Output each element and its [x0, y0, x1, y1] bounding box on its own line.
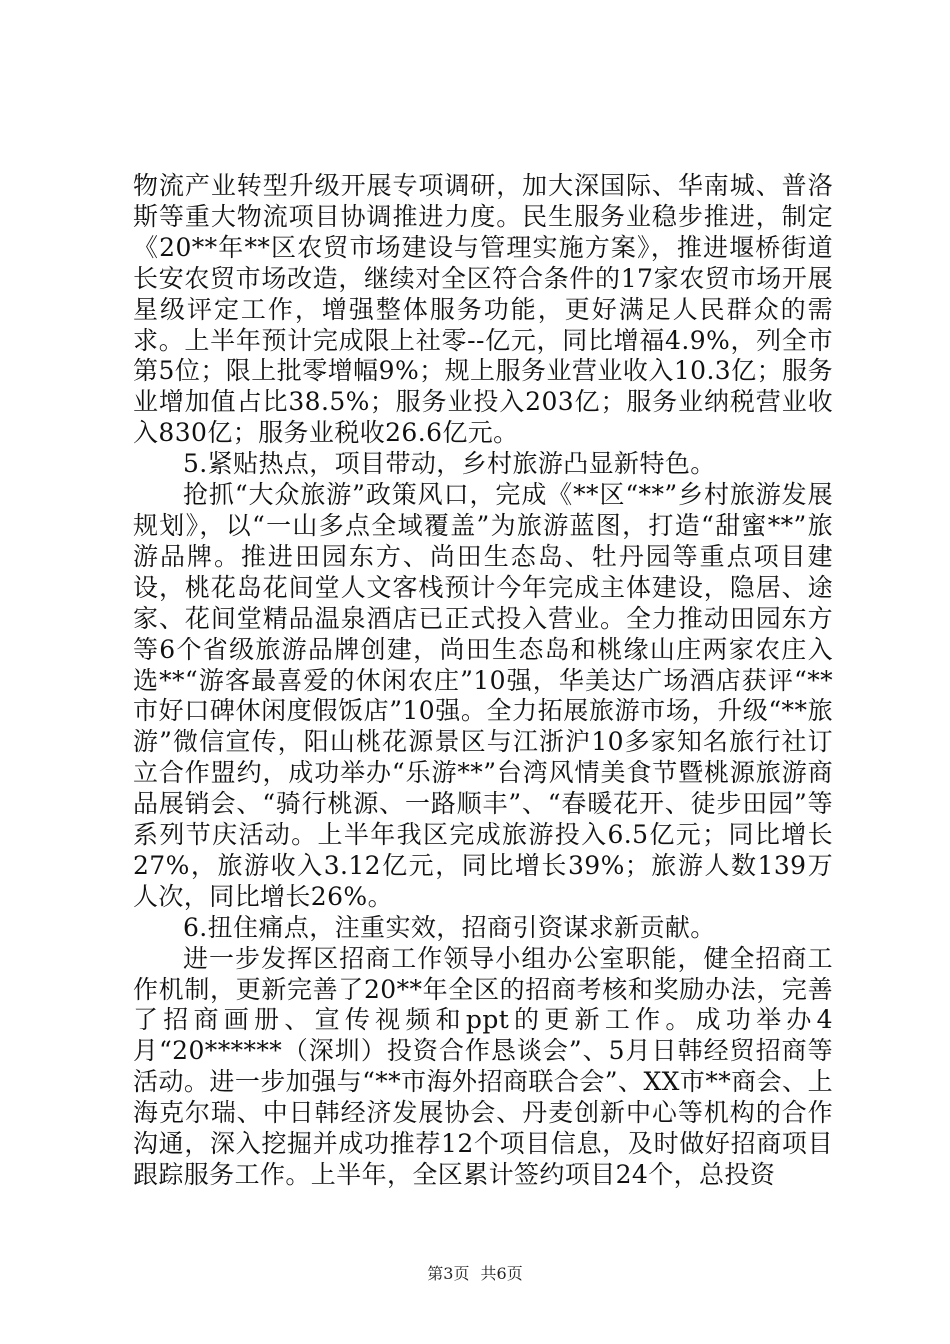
page-total: 共6页: [480, 1264, 523, 1283]
document-body: [133, 171, 833, 1191]
section-heading-rural-tourism: 5.紧贴热点，项目带动，乡村旅游凸显新特色。: [183, 449, 716, 479]
paragraph-rural-tourism: 抢抓“大众旅游”政策风口，完成《**区“**”乡村旅游发展规划》，以“一山多点全域覆盖”为旅游蓝图，打造“甜蜜**”旅游品牌。推进田园东方、尚田生态岛、牡丹园等重点项目建设，桃花岛花间堂人文客栈预计今年完成主体建设，隐居、途家、花间堂精品温泉酒店已正式投入营业。全力推动田园东方等6个省级旅游品牌创建，尚田生态岛和桃缘山庄两家农庄入选**“游客最喜爱的休闲农庄”10强，华美达广场酒店获评“**市好口碑休闲度假饭店”10强。全力拓展旅游市场，升级“**旅游”微信宣传，阳山桃花源景区与江浙沪10多家知名旅行社订立合作盟约，成功举办“乐游**”台湾风情美食节暨桃源旅游商品展销会、“骑行桃源、一路顺丰”、“春暖花开、徒步田园”等系列节庆活动。上半年我区完成旅游投入6.5亿元；同比增长27%，旅游收入3.12亿元，同比增长39%；旅游人数139万人次，同比增长26%。: [133, 480, 833, 911]
paragraph-investment: 进一步发挥区招商工作领导小组办公室职能，健全招商工作机制，更新完善了20**年全区的招商考核和奖励办法，完善了招商画册、宣传视频和ppt的更新工作。成功举办4月“20******（深圳）投资合作恳谈会”、5月日韩经贸招商等活动。进一步加强与“**市海外招商联合会”、XX市**商会、上海克尔瑞、中日韩经济发展协会、丹麦创新中心等机构的合作沟通，深入挖掘并成功推荐12个项目信息，及时做好招商项目跟踪服务工作。上半年，全区累计签约项目24个，总投资: [133, 943, 833, 1189]
paragraph-service-industry: 物流产业转型升级开展专项调研，加大深国际、华南城、普洛斯等重大物流项目协调推进力度。民生服务业稳步推进，制定《20**年**区农贸市场建设与管理实施方案》，推进堰桥街道长安农贸市场改造，继续对全区符合条件的17家农贸市场开展星级评定工作，增强整体服务功能，更好满足人民群众的需求。上半年预计完成限上社零--亿元，同比增福4.9%，列全市第5位；限上批零增幅9%；规上服务业营业收入10.3亿；服务业增加值占比38.5%；服务业投入203亿；服务业纳税营业收入830亿；服务业税收26.6亿元。: [133, 171, 833, 448]
page-footer: [0, 1264, 950, 1284]
section-heading-investment: 6.扭住痛点，注重实效，招商引资谋求新贡献。: [183, 912, 716, 942]
page-number: 第3页: [427, 1264, 470, 1283]
